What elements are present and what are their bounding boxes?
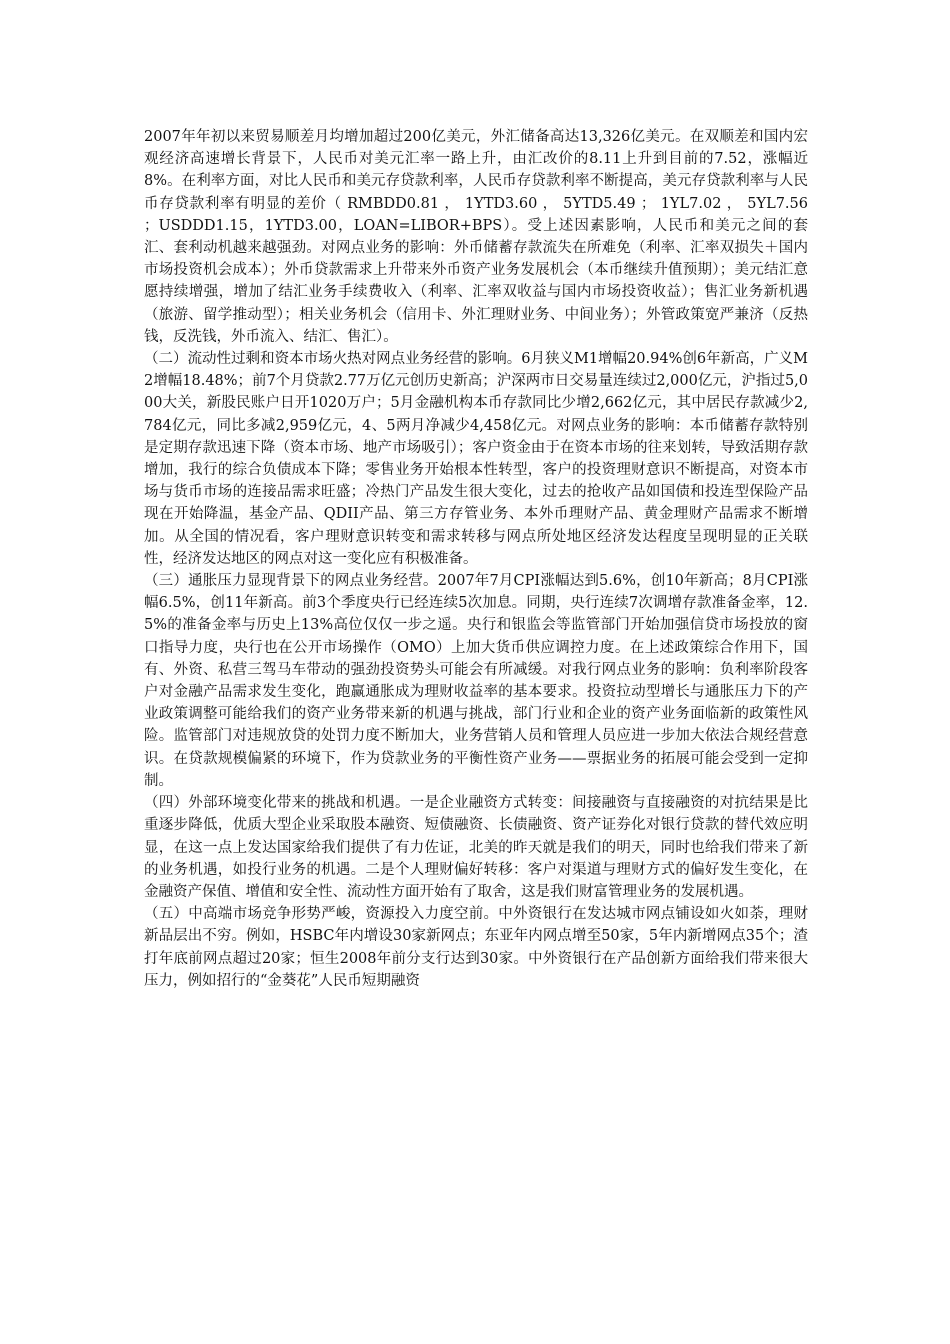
paragraph-external-environment: （四）外部环境变化带来的挑战和机遇。一是企业融资方式转变：间接融资与直接融资的对抗结果是比重逐步降低，优质大型企业采取股本融资、短债融资、长债融资、资产证券化对银行贷款的替代效应明显，在这一点上发达国家给我们提供了有力佐证，北美的昨天就是我们的明天，同时也给我们带来了新的业务机遇，如投行业务的机遇。二是个人理财偏好转移：客户对渠道与理财方式的偏好发生变化，在金融资产保值、增值和安全性、流动性方面开始有了取舍，这是我们财富管理业务的发展机遇。 [144, 795, 808, 900]
paragraph-liquidity: （二）流动性过剩和资本市场火热对网点业务经营的影响。6月狭义M1增幅20.94%创6年新高，广义M2增幅18.48%；前7个月贷款2.77万亿元创历史新高；沪深两市日交易量连续过2,000亿元，沪指过5,000大关，新股民账户日开1020万户；5月金融机构本币存款同比少增2,662亿元，其中居民存款减少2,784亿元，同比多减2,959亿元，4、5两月净减少4,458亿元。对网点业务的影响：本币储蓄存款特别是定期存款迅速下降（资本市场、地产市场吸引）；客户资金由于在资本市场的往来划转，导致活期存款增加，我行的综合负债成本下降；零售业务开始根本性转型，客户的投资理财意识不断提高，对资本市场与货币市场的连接品需求旺盛；冷热门产品发生很大变化，过去的抢收产品如国债和投连型保险产品现在开始降温，基金产品、QDII产品、第三方存管业务、本外币理财产品、黄金理财产品需求不断增加。从全国的情况看，客户理财意识转变和需求转移与网点所处地区经济发达程度呈现明显的正关联性，经济发达地区的网点对这一变化应有积极准备。 [144, 351, 808, 567]
paragraph-competition: （五）中高端市场竞争形势严峻，资源投入力度空前。中外资银行在发达城市网点铺设如火如荼，理财新品层出不穷。例如，HSBC年内增设30家新网点；东亚年内网点增至50家，5年内新增网点35个；渣打年底前网点超过20家；恒生2008年前分支行达到30家。中外资银行在产品创新方面给我们带来很大压力，例如招行的“金葵花”人民币短期融资 [144, 906, 808, 989]
paragraph-inflation: （三）通胀压力显现背景下的网点业务经营。2007年7月CPI涨幅达到5.6%，创10年新高；8月CPI涨幅6.5%，创11年新高。前3个季度央行已经连续5次加息。同期，央行连续7次调增存款准备金率，12.5%的准备金率与历史上13%高位仅仅一步之遥。央行和银监会等监管部门开始加强信贷市场投放的窗口指导力度，央行也在公开市场操作（OMO）上加大货币供应调控力度。在上述政策综合作用下，国有、外资、私营三驾马车带动的强劲投资势头可能会有所减缓。对我行网点业务的影响：负利率阶段客户对金融产品需求发生变化，跑赢通胀成为理财收益率的基本要求。投资拉动型增长与通胀压力下的产业政策调整可能给我们的资产业务带来新的机遇与挑战，部门行业和企业的资产业务面临新的政策性风险。监管部门对违规放贷的处罚力度不断加大，业务营销人员和管理人员应进一步加大依法合规经营意识。在贷款规模偏紧的环境下，作为贷款业务的平衡性资产业务——票据业务的拓展可能会受到一定抑制。 [144, 573, 808, 789]
paragraph-fx-impact: 2007年年初以来贸易顺差月均增加超过200亿美元，外汇储备高达13,326亿美元。在双顺差和国内宏观经济高速增长背景下，人民币对美元汇率一路上升，由汇改价的8.11上升到目前的7.52，涨幅近8%。在利率方面，对比人民币和美元存贷款利率，人民币存贷款利率不断提高，美元存贷款利率与人民币存贷款利率有明显的差价（ RMBDD0.81 ， 1YTD3.60 ， 5YTD5.49 ； 1YL7.02 ， 5YL7.56 ；USDDD1.15，1YTD3.00，LOAN=LIBOR+BPS）。受上述因素影响，人民币和美元之间的套汇、套利动机越来越强劲。对网点业务的影响：外币储蓄存款流失在所难免（利率、汇率双损失＋国内市场投资机会成本）；外币贷款需求上升带来外币资产业务发展机会（本币继续升值预期）；美元结汇意愿持续增强，增加了结汇业务手续费收入（利率、汇率双收益与国内市场投资收益）；售汇业务新机遇（旅游、留学推动型）；相关业务机会（信用卡、外汇理财业务、中间业务）；外管政策宽严兼济（反热钱，反洗钱，外币流入、结汇、售汇）。 [144, 129, 808, 345]
document-body [144, 126, 808, 992]
